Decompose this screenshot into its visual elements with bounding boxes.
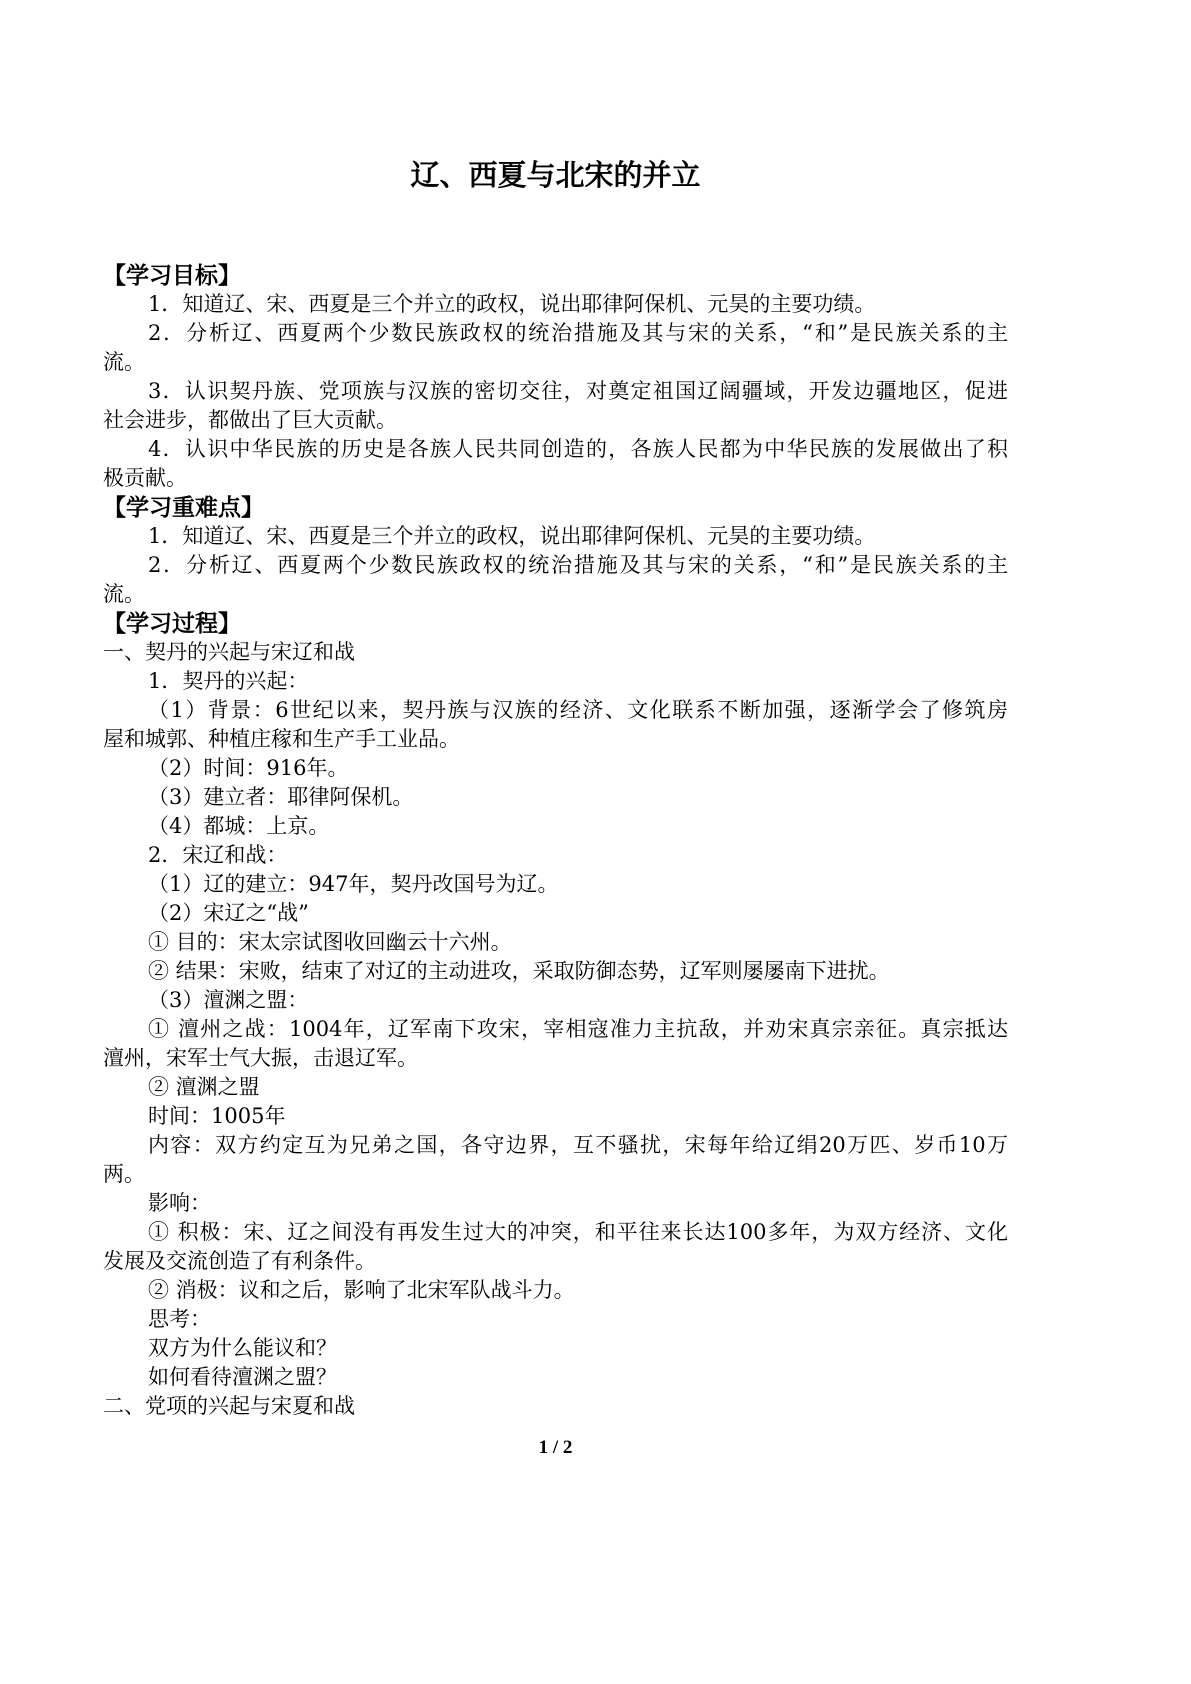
text-line: 澶州，宋军士气大振，击退辽军。 — [103, 1046, 418, 1070]
text-line: （1）背景：6世纪以来，契丹族与汉族的经济、文化联系不断加强，逐渐学会了修筑房 — [148, 698, 1008, 722]
page-number: 1 / 2 — [538, 1437, 573, 1458]
text-line: 两。 — [103, 1162, 145, 1186]
section-heading: 【学习目标】 — [103, 262, 241, 289]
document-title: 辽、西夏与北宋的并立 — [410, 158, 701, 192]
text-line: 1．知道辽、宋、西夏是三个并立的政权，说出耶律阿保机、元昊的主要功绩。 — [148, 524, 876, 548]
text-line: 思考： — [148, 1307, 211, 1331]
text-line: 二、党项的兴起与宋夏和战 — [103, 1394, 355, 1418]
text-line: （1）辽的建立：947年，契丹改国号为辽。 — [148, 872, 559, 896]
text-line: 流。 — [103, 582, 145, 606]
text-line: 1．知道辽、宋、西夏是三个并立的政权，说出耶律阿保机、元昊的主要功绩。 — [148, 292, 876, 316]
text-line: 时间：1005年 — [148, 1104, 286, 1128]
text-line: ① 目的：宋太宗试图收回幽云十六州。 — [148, 930, 512, 954]
section-heading: 【学习重难点】 — [103, 494, 264, 521]
text-line: 2．宋辽和战： — [148, 843, 288, 867]
text-line: 内容：双方约定互为兄弟之国，各守边界，互不骚扰，宋每年给辽绢20万匹、岁币10万 — [148, 1133, 1008, 1157]
text-line: （2）时间：916年。 — [148, 756, 349, 780]
text-line: （3）澶渊之盟： — [148, 988, 309, 1012]
text-line: 一、契丹的兴起与宋辽和战 — [103, 640, 355, 664]
text-line: 2．分析辽、西夏两个少数民族政权的统治措施及其与宋的关系，“和”是民族关系的主 — [148, 321, 1008, 345]
text-line: 3．认识契丹族、党项族与汉族的密切交往，对奠定祖国辽阔疆域，开发边疆地区，促进 — [148, 379, 1008, 403]
text-line: 社会进步，都做出了巨大贡献。 — [103, 408, 397, 432]
text-line: （2）宋辽之“战” — [148, 901, 309, 925]
text-line: ① 积极：宋、辽之间没有再发生过大的冲突，和平往来长达100多年，为双方经济、文化 — [148, 1220, 1008, 1244]
document-body — [103, 261, 1008, 1421]
text-line: 影响： — [148, 1191, 211, 1215]
text-line: ① 澶州之战：1004年，辽军南下攻宋，宰相寇准力主抗敌，并劝宋真宗亲征。真宗抵达 — [148, 1017, 1008, 1041]
text-line: 4．认识中华民族的历史是各族人民共同创造的，各族人民都为中华民族的发展做出了积 — [148, 437, 1008, 461]
text-line: 双方为什么能议和？ — [148, 1336, 337, 1360]
text-line: 发展及交流创造了有利条件。 — [103, 1249, 376, 1273]
text-line: （4）都城：上京。 — [148, 814, 330, 838]
text-line: 流。 — [103, 350, 145, 374]
section-heading: 【学习过程】 — [103, 610, 241, 637]
text-line: ② 澶渊之盟 — [148, 1075, 260, 1099]
text-line: （3）建立者：耶律阿保机。 — [148, 785, 414, 809]
text-line: 2．分析辽、西夏两个少数民族政权的统治措施及其与宋的关系，“和”是民族关系的主 — [148, 553, 1008, 577]
text-line: ② 结果：宋败，结束了对辽的主动进攻，采取防御态势，辽军则屡屡南下进扰。 — [148, 959, 890, 983]
text-line: 1．契丹的兴起： — [148, 669, 309, 693]
text-line: 如何看待澶渊之盟？ — [148, 1365, 337, 1389]
text-line: 屋和城郭、种植庄稼和生产手工业品。 — [103, 727, 460, 751]
text-line: ② 消极：议和之后，影响了北宋军队战斗力。 — [148, 1278, 575, 1302]
text-line: 极贡献。 — [103, 466, 187, 490]
